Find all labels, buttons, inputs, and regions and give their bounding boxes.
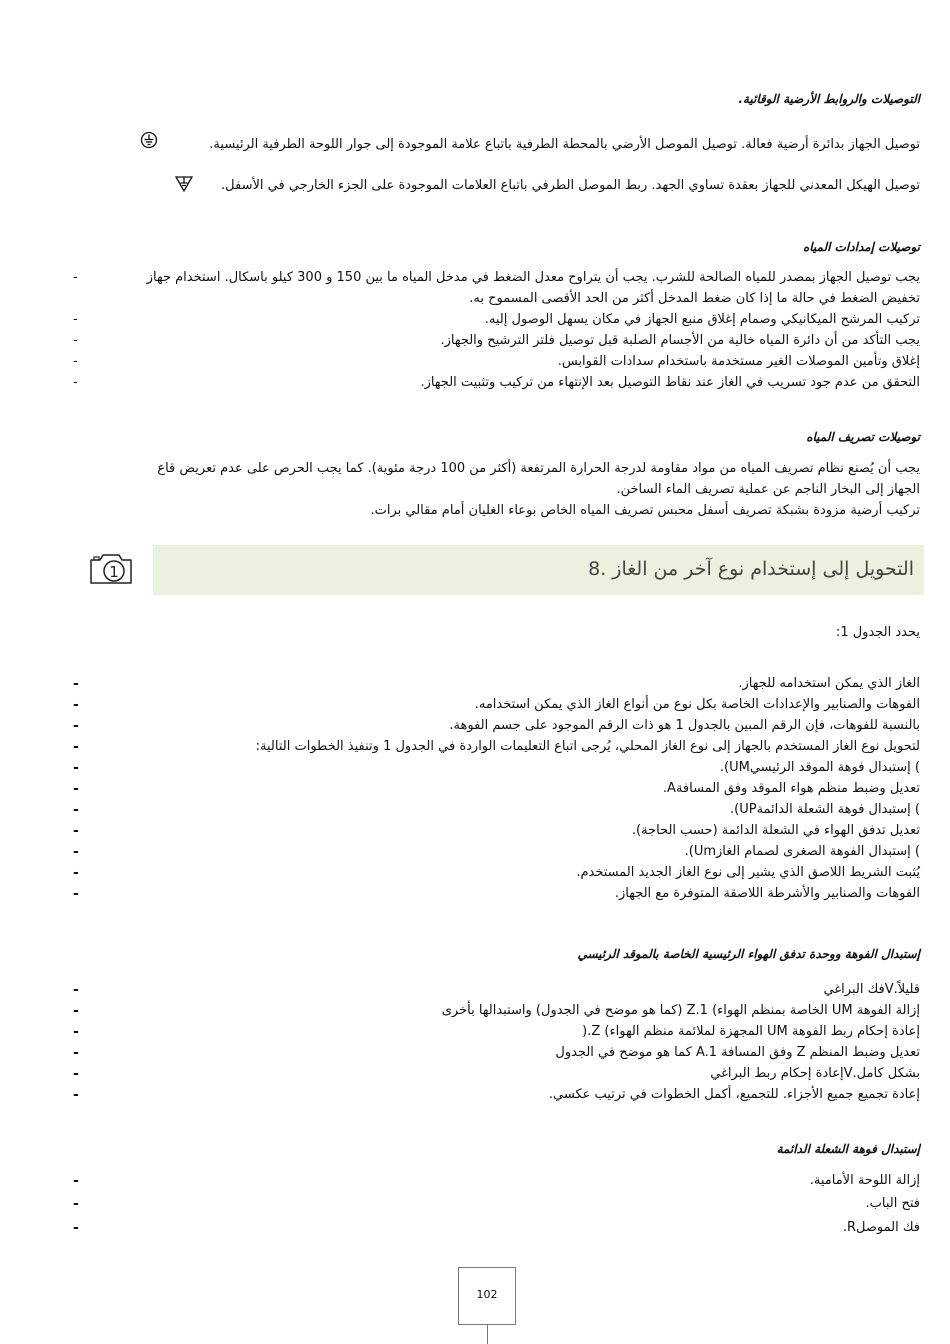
bullet-dash: - — [73, 354, 78, 369]
bullet-dash: - — [73, 802, 79, 818]
bullet-dash: - — [73, 1024, 79, 1040]
table-item-5: .(UMإستبدال فوهة الموقد الرئيسي ( — [719, 760, 920, 775]
bullet-dash: - — [73, 676, 79, 692]
bullet-dash: - — [73, 739, 79, 755]
bullet-dash: - — [73, 1045, 79, 1061]
bullet-dash: - — [73, 865, 79, 881]
pilot-item-3: .Rفك الموصل — [842, 1220, 920, 1235]
table-item-9: .(Umإستبدال الفوهة الصغرى لصمام الغاز ( — [684, 844, 920, 859]
water-supply-heading: توصيلات إمدادات المياه — [802, 240, 920, 254]
table-item-7: .(UPإستبدال فوهة الشعلة الدائمة ( — [730, 802, 920, 817]
drainage-line-1: يجب أن يُصنع نظام تصريف المياه من مواد مقاومة لدرجة الحرارة المرتفعة (أكثر من 100 درجة مئوية). كما يجب الحرص على عدم تعريض قاع — [157, 461, 920, 476]
bullet-dash: - — [73, 823, 79, 839]
bullet-dash: - — [73, 697, 79, 713]
bullet-dash: - — [73, 781, 79, 797]
table-item-11: الفوهات والصنابير والأشرطة اللاصقة المتوفرة مع الجهاز. — [614, 886, 920, 901]
bullet-dash: - — [73, 1173, 79, 1189]
table-item-10: يُثبت الشريط اللاصق الذي يشير إلى نوع الغاز الجديد المستخدم. — [576, 865, 920, 880]
bullet-dash: - — [73, 270, 78, 285]
main-burner-item-3: إعادة إحكام ربط الفوهة UM المجهزة لملائمة منظم الهواء) Z.( — [582, 1024, 920, 1039]
water-item-2: تركيب المرشح الميكانيكي وصمام إغلاق منبع الجهاز في مكان يسهل الوصول إليه. — [484, 312, 920, 327]
drainage-line-3: تركيب أرضية مزودة بشبكة تصريف أسفل محبس تصريف المياه الخاص بوعاء الغليان أمام مقالي برات. — [370, 503, 920, 518]
main-burner-item-5: بشكل كامل.Vإعادة إحكام ربط البراغي — [710, 1066, 920, 1081]
bullet-dash: - — [73, 982, 79, 998]
ground-symbol-icon — [140, 131, 158, 149]
table-item-3: بالنسبة للفوهات، فإن الرقم المبين بالجدول 1 هو ذات الرقم الموجود على جسم الفوهة. — [449, 718, 920, 733]
water-item-3: يجب التأكد من أن دائرة المياه خالية من الأجسام الصلبة قبل توصيل فلتر الترشيح والجهاز. — [440, 333, 920, 348]
pilot-item-2: فتح الباب. — [865, 1196, 920, 1211]
section-8-title: التحويل إلى إستخدام نوع آخر من الغاز .8 — [588, 558, 914, 580]
bullet-dash: - — [73, 312, 78, 327]
bullet-dash: - — [73, 1196, 79, 1212]
water-item-1-line-1: يجب توصيل الجهاز بمصدر للمياه الصالحة للشرب. يجب أن يتراوح معدل الضغط في مدخل المياه ما بين 150 و 300 كيلو باسكال. استخدام جهاز — [146, 270, 920, 285]
water-item-4: إغلاق وتأمين الموصلات الغير مستخدمة باستخدام سدادات القوابس. — [557, 354, 920, 369]
grounding-line-2: توصيل الهيكل المعدني للجهاز بعقدة تساوي الجهد. ربط الموصل الطرفي باتباع العلامات الموجودة على الجزء الخارجي في الأسفل. — [221, 178, 920, 193]
bullet-dash: - — [73, 333, 78, 348]
water-item-1-line-2: تخفيض الضغط في حالة ما إذا كان ضغط المدخل أكثر من الحد الأقصى المسموح به. — [469, 291, 920, 306]
water-item-5: التحقق من عدم جود تسريب في الغاز عند نقاط التوصيل بعد الإنتهاء من تركيب وتثبيت الجهاز. — [420, 375, 920, 390]
grounding-heading: التوصيلات والروابط الأرضية الوقائية. — [738, 92, 920, 106]
grounding-line-1: توصيل الجهاز بدائرة أرضية فعالة. توصيل الموصل الأرضي بالمحطة الطرفية باتباع علامة الموجودة إلى جوار اللوحة الطرفية الرئيسية. — [209, 137, 920, 152]
camera-number: 1 — [109, 563, 119, 581]
equipotential-symbol-icon — [174, 174, 194, 194]
bullet-dash: - — [73, 1087, 79, 1103]
main-burner-heading: إستبدال الفوهة ووحدة تدفق الهواء الرئيسية الخاصة بالموقد الرئيسي — [577, 947, 920, 961]
table-intro-line: يحدد الجدول 1: — [835, 625, 920, 640]
table-item-4: لتحويل نوع الغاز المستخدم بالجهاز إلى نوع الغاز المحلي، يُرجى اتباع التعليمات الواردة في الجدول 1 وتنفيذ الخطوات التالية: — [255, 739, 920, 754]
bullet-dash: - — [73, 886, 79, 902]
bullet-dash: - — [73, 718, 79, 734]
table-item-2: الفوهات والصنابير والإعدادات الخاصة بكل نوع من أنواع الغاز الذي يمكن استخدامه. — [474, 697, 920, 712]
table-item-8: تعديل تدفق الهواء في الشعلة الدائمة (حسب الحاجة). — [631, 823, 920, 838]
table-item-1: الغاز الذي يمكن استخدامه للجهاز. — [738, 676, 920, 691]
bullet-dash: - — [73, 375, 78, 390]
bullet-dash: - — [73, 760, 79, 776]
bullet-dash: - — [73, 1220, 79, 1236]
main-burner-item-6: إعادة تجميع جميع الأجزاء. للتجميع، أكمل الخطوات في ترتيب عكسي. — [548, 1087, 920, 1102]
bullet-dash: - — [73, 1003, 79, 1019]
main-burner-item-2: إزالة الفوهة UM الخاصة بمنظم الهواء) Z.1 (كما هو موضح في الجدول) واستبدالها بأخرى — [441, 1003, 920, 1018]
page-number: 102 — [458, 1267, 516, 1325]
camera-icon — [88, 552, 134, 586]
drainage-line-2: الجهاز إلى البخار الناجم عن عملية تصريف الماء الساخن. — [616, 482, 920, 497]
bullet-dash: - — [73, 844, 79, 860]
main-burner-item-4: تعديل وضبط المنظم Z وفق المسافة A.1 كما هو موضح في الجدول — [555, 1045, 920, 1060]
pilot-item-1: إزالة اللوحة الأمامية. — [809, 1173, 920, 1188]
table-item-6: .Aتعديل وضبط منظم هواء الموقد وفق المسافة — [662, 781, 920, 796]
page-number-connector — [487, 1324, 488, 1344]
bullet-dash: - — [73, 1066, 79, 1082]
drainage-heading: توصيلات تصريف المياه — [806, 430, 920, 444]
pilot-heading: إستبدال فوهة الشعلة الدائمة — [776, 1142, 920, 1156]
main-burner-item-1: قليلاً.Vفك البراغي — [823, 982, 920, 997]
